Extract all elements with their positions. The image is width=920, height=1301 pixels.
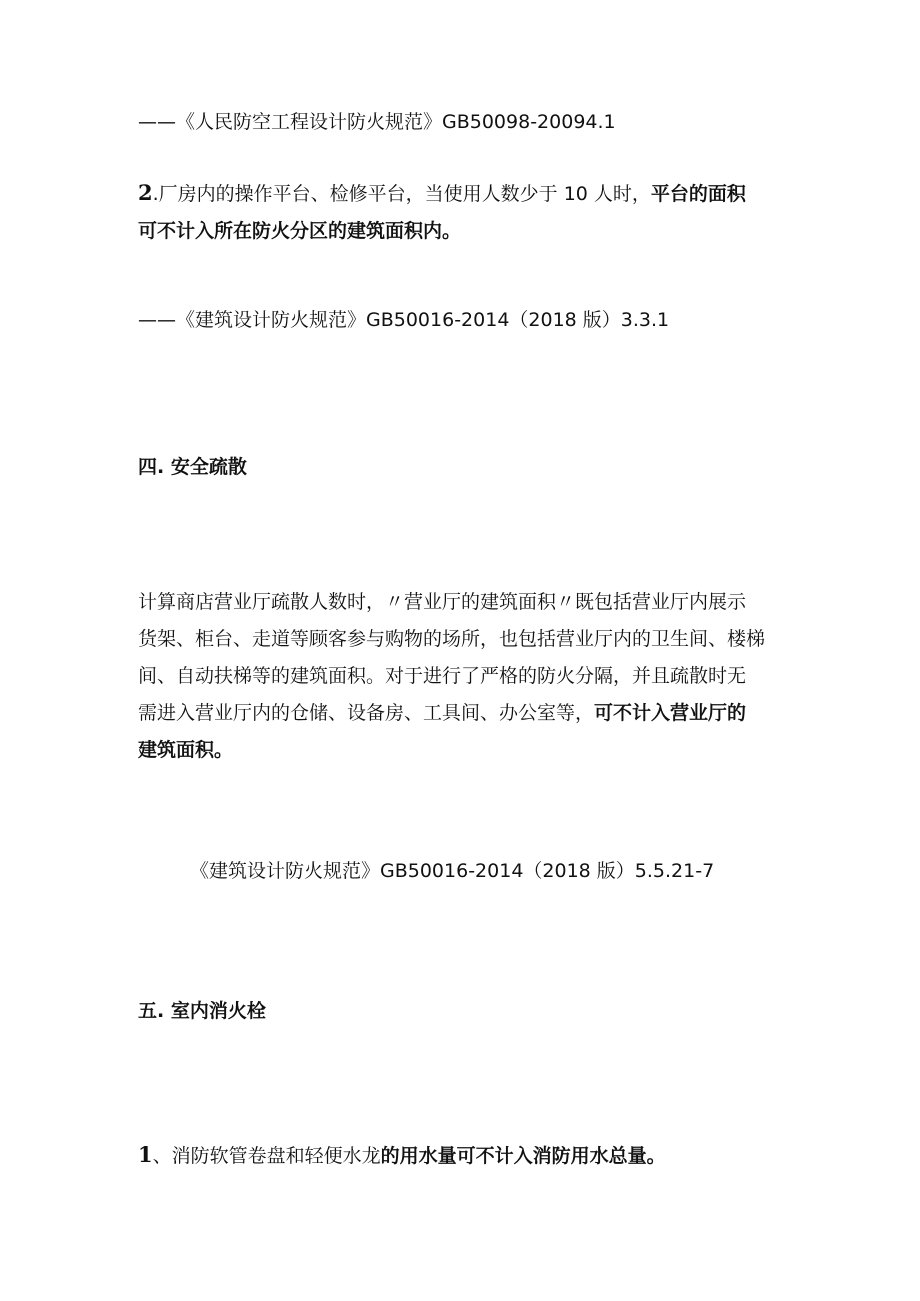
evacuation-line-1: 计算商店营业厅疏散人数时，〃营业厅的建筑面积〃既包括营业厅内展示 — [138, 591, 747, 613]
section-4-heading: 四. 安全疏散 — [138, 456, 247, 478]
reference-civil-air-defense: ——《人民防空工程设计防火规范》GB50098-20094.1 — [138, 111, 616, 133]
evacuation-line-5-bold — [138, 732, 788, 769]
item-1-number: 1 — [138, 1142, 153, 1167]
section-5-heading: 五. 室内消火栓 — [138, 1000, 266, 1022]
item-2-number: 2 — [138, 180, 153, 205]
evacuation-line-2: 货架、柜台、走道等顾客参与购物的场所，也包括营业厅内的卫生间、楼梯 — [138, 628, 766, 650]
item-2-bold-continuation: 可不计入所在防火分区的建筑面积内。 — [138, 220, 462, 242]
reference-building-fire-code-5-5-21: 《建筑设计防火规范》GB50016-2014（2018 版）5.5.21-7 — [190, 860, 715, 882]
item-2-bold-text: 平台的面积 — [650, 183, 746, 205]
evacuation-bold-end: 建筑面积。 — [138, 739, 234, 761]
item-1-bold-text: 的用水量可不计入消防用水总量。 — [380, 1145, 666, 1167]
reference-building-fire-code-3-3-1: ——《建筑设计防火规范》GB50016-2014（2018 版）3.3.1 — [138, 309, 670, 331]
item-1-text: 消防软管卷盘和轻便水龙 — [171, 1145, 381, 1167]
item-2-text: .厂房内的操作平台、检修平台，当使用人数少于 10 人时， — [152, 183, 651, 205]
item-1-paragraph — [138, 1143, 666, 1168]
item-1-separator: 、 — [152, 1145, 172, 1167]
evacuation-line-3: 间、自动扶梯等的建筑面积。对于进行了严格的防火分隔，并且疏散时无 — [138, 665, 747, 687]
item-2-paragraph — [138, 174, 788, 250]
evacuation-line-4: 需进入营业厅内的仓储、设备房、工具间、办公室等， — [138, 702, 595, 724]
evacuation-line-4-bold: 可不计入营业厅的 — [594, 702, 747, 724]
evacuation-paragraph — [138, 584, 788, 769]
